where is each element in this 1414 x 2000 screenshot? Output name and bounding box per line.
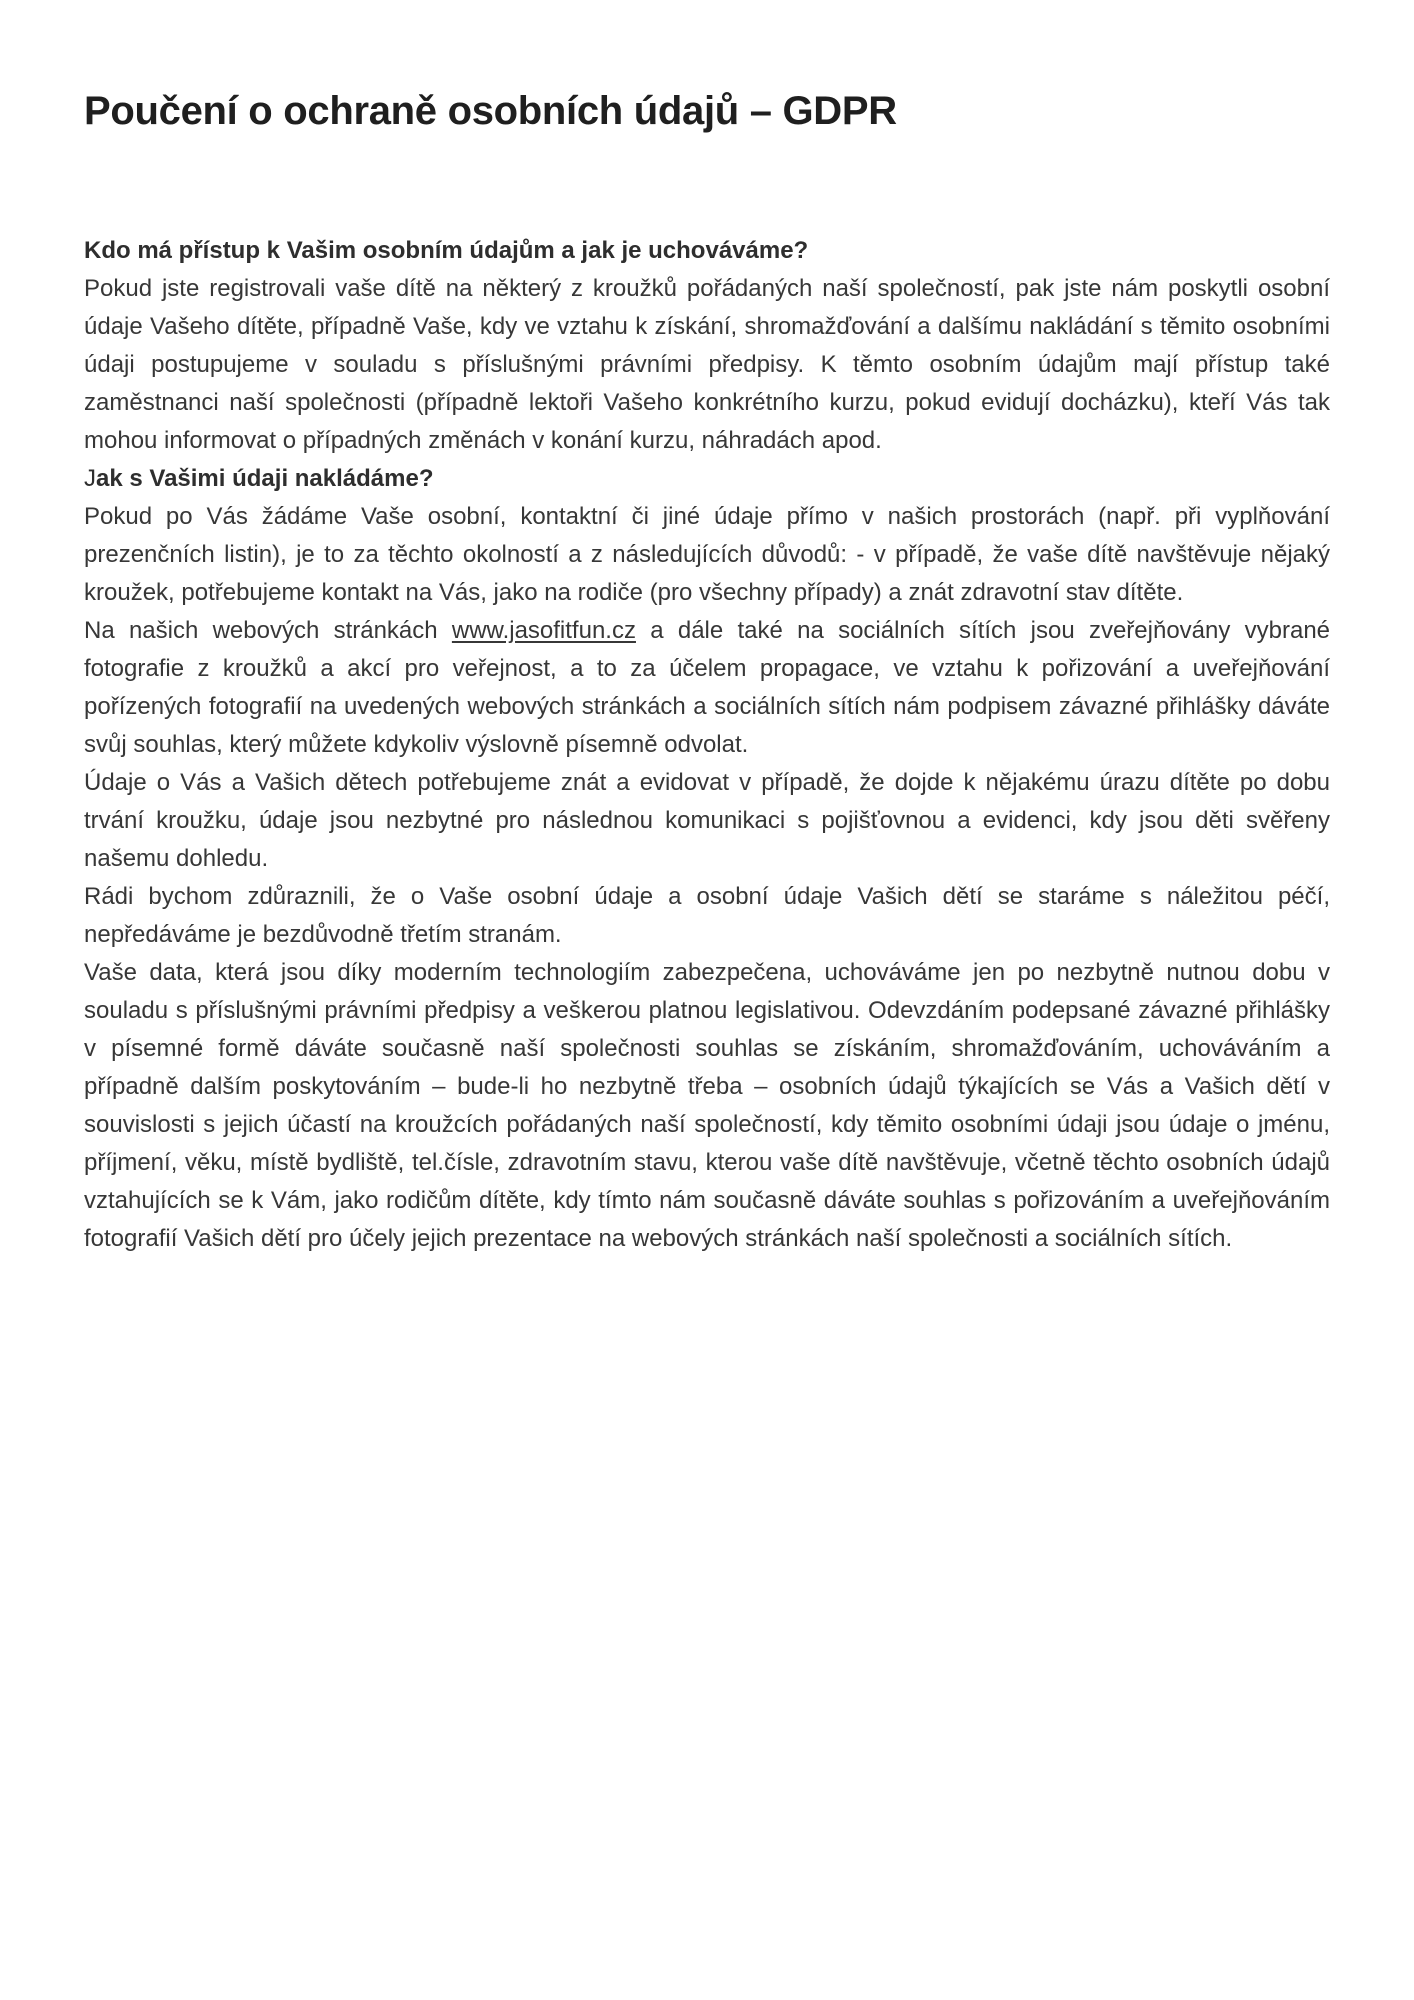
section-heading-handling-rest: ak s Vašimi údaji nakládáme? [96,465,434,492]
paragraph-data-collection: Pokud po Vás žádáme Vaše osobní, kontaktní či jiné údaje přímo v našich prostorách (např. při vyplňování prezenčních listin), je to za těchto okolností a z následujících důvodů: - v případě, že vaše dítě navštěvuje nějaký kroužek, potřebujeme kontakt na Vás, jako na rodiče (pro všechny případy) a znát zdravotní stav dítěte. [84,503,1330,606]
paragraph-data-care: Rádi bychom zdůraznili, že o Vaše osobní údaje a osobní údaje Vašich dětí se staráme s náležitou péčí, nepředáváme je bezdůvodně třetím stranám. [84,883,1330,948]
paragraph-photos [84,612,1330,764]
document-body [84,232,1330,1258]
section-heading-handling-initial: J [84,465,96,492]
section-heading-access: Kdo má přístup k Vašim osobním údajům a jak je uchováváme? [84,237,809,264]
paragraph-photos-text-before: Na našich webových stránkách [84,617,452,644]
paragraph-consent: Vaše data, která jsou díky moderním technologiím zabezpečena, uchováváme jen po nezbytně nutnou dobu v souladu s příslušnými právními předpisy a veškerou platnou legislativou. Odevzdáním podepsané závazné přihlášky v písemné formě dáváte současně naší společnosti souhlas se získáním, shromažďováním, uchováváním a případně dalším poskytováním – bude-li ho nezbytně třeba – osobních údajů týkajících se Vás a Vašich dětí v souvislosti s jejich účastí na kroužcích pořádaných naší společností, kdy těmito osobními údaji jsou údaje o jménu, příjmení, věku, místě bydliště, tel.čísle, zdravotním stavu, kterou vaše dítě navštěvuje, včetně těchto osobních údajů vztahujících se k Vám, jako rodičům dítěte, kdy tímto nám současně dáváte souhlas s pořizováním a uveřejňováním fotografií Vašich dětí pro účely jejich prezentace na webových stránkách naší společnosti a sociálních sítích. [84,959,1330,1252]
paragraph-photos-text-after: a dále také na sociálních sítích jsou zveřejňovány vybrané fotografie z kroužků a akcí pro veřejnost, a to za účelem propagace, ve vztahu k pořizování a uveřejňování pořízených fotografií na uvedených webových stránkách a sociálních sítích nám podpisem závazné přihlášky dáváte svůj souhlas, který můžete kdykoliv výslovně písemně odvolat. [84,617,1331,758]
website-link[interactable]: www.jasofitfun.cz [451,617,636,644]
section-heading-handling [84,460,1330,498]
paragraph-access: Pokud jste registrovali vaše dítě na některý z kroužků pořádaných naší společností, pak jste nám poskytli osobní údaje Vašeho dítěte, případně Vaše, kdy ve vztahu k získání, shromažďování a dalšímu nakládání s těmito osobními údaji postupujeme v souladu s příslušnými právními předpisy. K těmto osobním údajům mají přístup také zaměstnanci naší společnosti (případně lektoři Vašeho konkrétního kurzu, pokud evidují docházku), kteří Vás tak mohou informovat o případných změnách v konání kurzu, náhradách apod. [84,275,1330,454]
paragraph-injury-records: Údaje o Vás a Vašich dětech potřebujeme znát a evidovat v případě, že dojde k nějakému úrazu dítěte po dobu trvání kroužku, údaje jsou nezbytné pro následnou komunikaci s pojišťovnou a evidenci, kdy jsou děti svěřeny našemu dohledu. [84,769,1330,872]
page-title: Poučení o ochraně osobních údajů – GDPR [84,89,897,133]
